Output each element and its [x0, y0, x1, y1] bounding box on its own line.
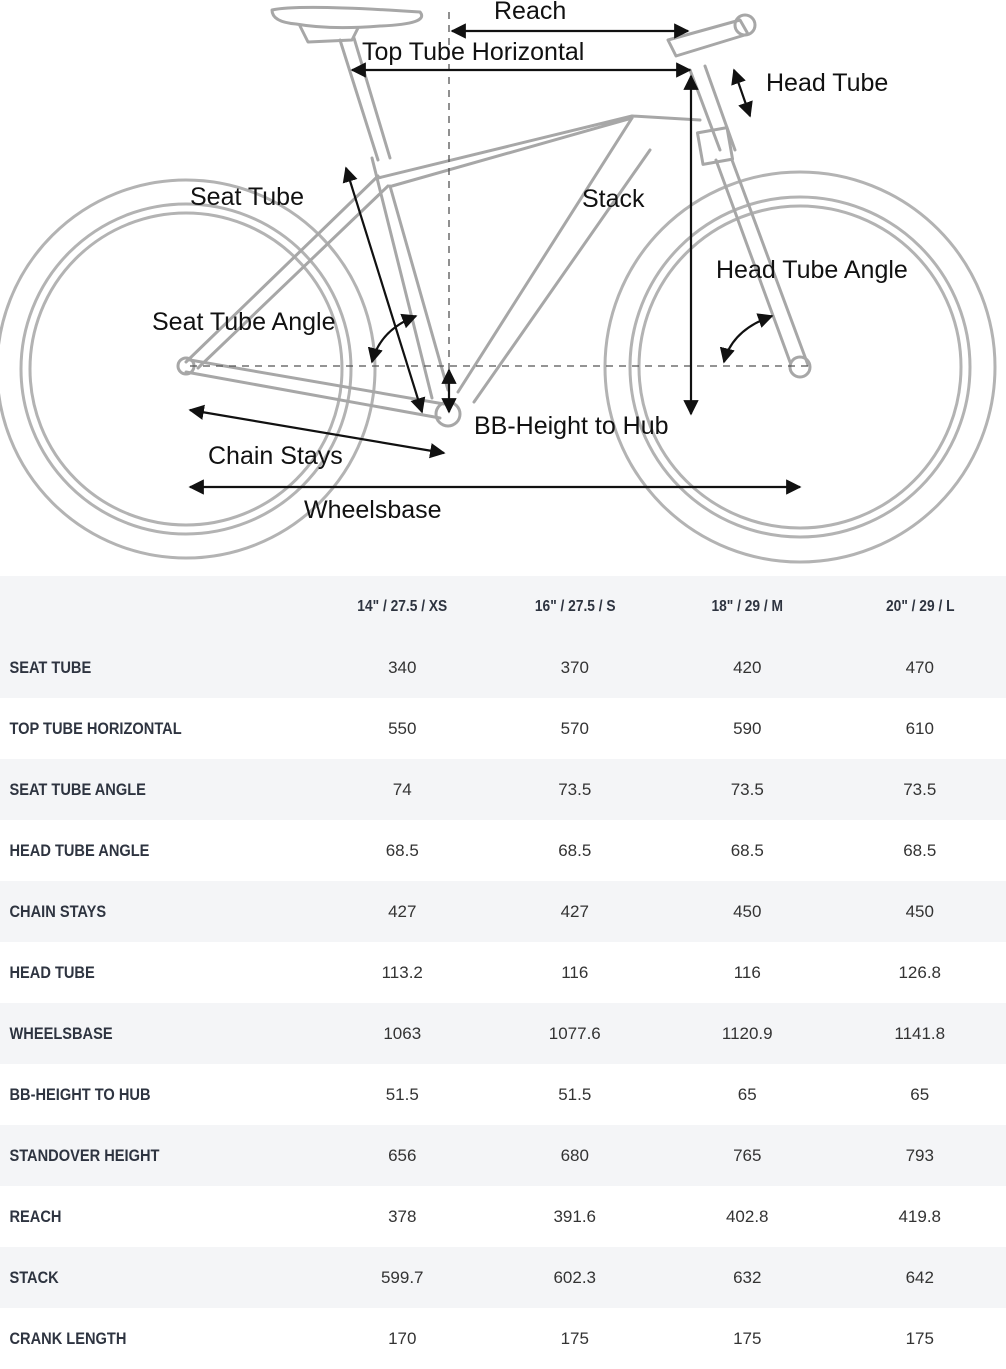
table-cell: 68.5: [558, 840, 592, 860]
table-cell: 793: [905, 1145, 934, 1165]
label-top-tube-horizontal: Top Tube Horizontal: [362, 38, 585, 66]
label-reach: Reach: [494, 0, 567, 25]
head-tube-angle-arc: [724, 316, 772, 362]
bike-geometry-diagram: [0, 0, 1006, 575]
table-cell: 170: [388, 1328, 417, 1348]
table-row: [0, 1186, 1006, 1247]
row-label: SEAT TUBE: [9, 657, 92, 677]
table-cell: 450: [905, 901, 934, 921]
label-head-tube-angle: Head Tube Angle: [716, 256, 908, 284]
table-cell: 175: [560, 1328, 589, 1348]
table-cell: 599.7: [380, 1267, 424, 1287]
table-cell: 73.5: [730, 779, 764, 799]
table-cell: 590: [733, 718, 762, 738]
table-cell: 419.8: [898, 1206, 942, 1226]
table-cell: 68.5: [385, 840, 419, 860]
table-cell: 1063: [383, 1023, 422, 1043]
table-cell: 610: [905, 718, 934, 738]
label-bb-height-to-hub: BB-Height to Hub: [474, 412, 669, 440]
column-header-s: 16" / 27.5 / S: [534, 597, 616, 615]
row-label: CRANK LENGTH: [9, 1328, 127, 1348]
table-cell: 73.5: [558, 779, 592, 799]
row-label: STACK: [9, 1267, 59, 1287]
label-seat-tube-angle: Seat Tube Angle: [152, 308, 336, 336]
reference-lines: [190, 12, 808, 412]
table-cell: 68.5: [903, 840, 937, 860]
table-cell: 116: [561, 962, 589, 982]
bike-geometry-svg: [0, 0, 1006, 575]
table-row: [0, 1064, 1006, 1125]
row-label: REACH: [9, 1206, 62, 1226]
table-row: [0, 1247, 1006, 1308]
row-label: SEAT TUBE ANGLE: [9, 779, 146, 799]
table-cell: 642: [905, 1267, 934, 1287]
label-head-tube: Head Tube: [766, 69, 889, 97]
column-header-m: 18" / 29 / M: [711, 597, 784, 615]
row-label: STANDOVER HEIGHT: [9, 1145, 160, 1165]
table-cell: 602.3: [553, 1267, 597, 1287]
column-header-blank: [0, 576, 272, 637]
label-stack: Stack: [582, 185, 645, 213]
label-wheelsbase: Wheelsbase: [304, 496, 442, 524]
table-cell: 1120.9: [721, 1023, 773, 1043]
table-cell: 391.6: [553, 1206, 597, 1226]
table-cell: 175: [905, 1328, 934, 1348]
table-row: [0, 1308, 1006, 1369]
table-cell: 65: [910, 1084, 930, 1104]
table-row: [0, 881, 1006, 942]
row-label: TOP TUBE HORIZONTAL: [9, 718, 182, 738]
table-cell: 370: [560, 657, 589, 677]
table-cell: 126.8: [898, 962, 942, 982]
label-seat-tube: Seat Tube: [190, 183, 304, 211]
table-row: [0, 759, 1006, 820]
row-label: BB-HEIGHT TO HUB: [9, 1084, 151, 1104]
row-label: WHEELSBASE: [9, 1023, 113, 1043]
table-cell: 765: [733, 1145, 762, 1165]
table-cell: 113.2: [381, 962, 423, 982]
table-cell: 116: [733, 962, 761, 982]
head-tube-arrow: [734, 70, 750, 116]
geometry-table: [0, 576, 1006, 1369]
table-cell: 427: [560, 901, 589, 921]
table-row: [0, 1125, 1006, 1186]
column-header-l: 20" / 29 / L: [885, 597, 954, 615]
column-header-xs: 14" / 27.5 / XS: [357, 597, 448, 615]
row-label: HEAD TUBE ANGLE: [9, 840, 150, 860]
table-cell: 68.5: [730, 840, 764, 860]
table-cell: 427: [388, 901, 417, 921]
row-label: CHAIN STAYS: [9, 901, 107, 921]
table-cell: 73.5: [903, 779, 937, 799]
table-cell: 340: [388, 657, 417, 677]
table-cell: 420: [733, 657, 762, 677]
table-cell: 74: [392, 779, 412, 799]
table-cell: 1141.8: [894, 1023, 946, 1043]
table-cell: 656: [388, 1145, 417, 1165]
table-row: [0, 942, 1006, 1003]
table-cell: 175: [733, 1328, 762, 1348]
table-cell: 51.5: [558, 1084, 592, 1104]
table-cell: 402.8: [725, 1206, 769, 1226]
table-cell: 550: [388, 718, 417, 738]
label-chain-stays: Chain Stays: [208, 442, 343, 470]
table-cell: 51.5: [385, 1084, 419, 1104]
table-row: [0, 1003, 1006, 1064]
table-cell: 680: [560, 1145, 589, 1165]
table-cell: 470: [905, 657, 934, 677]
table-header-row: [0, 576, 1006, 637]
table-cell: 632: [733, 1267, 762, 1287]
front-wheel: [605, 172, 995, 562]
table-cell: 570: [560, 718, 589, 738]
table-cell: 1077.6: [548, 1023, 601, 1043]
table-row: [0, 698, 1006, 759]
table-cell: 65: [737, 1084, 757, 1104]
table-row: [0, 820, 1006, 881]
row-label: HEAD TUBE: [9, 962, 95, 982]
table-cell: 378: [388, 1206, 417, 1226]
table-cell: 450: [733, 901, 762, 921]
table-row: [0, 637, 1006, 698]
